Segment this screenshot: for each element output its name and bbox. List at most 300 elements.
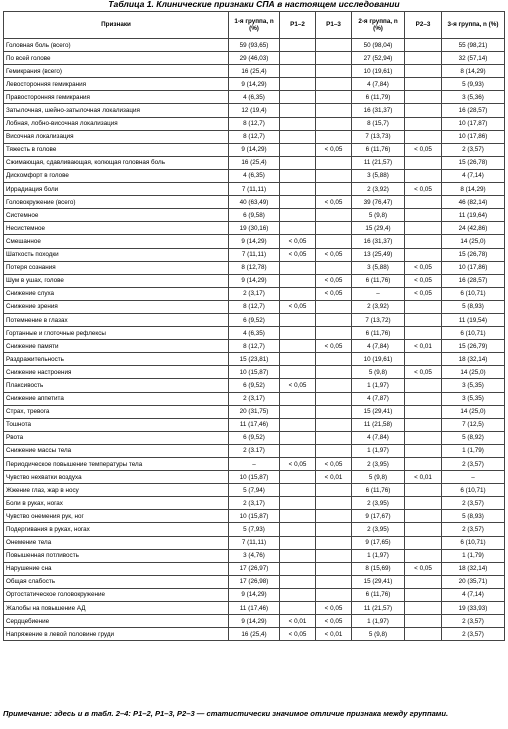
cell-group-2: 2 (3,95) bbox=[352, 497, 405, 510]
cell-group-3: 11 (19,54) bbox=[442, 313, 505, 326]
cell-p1-3 bbox=[316, 313, 352, 326]
cell-p1-2 bbox=[280, 117, 316, 130]
cell-group-3: 6 (10,71) bbox=[442, 484, 505, 497]
cell-group-1: 10 (15,87) bbox=[229, 366, 280, 379]
cell-group-3: 2 (3,57) bbox=[442, 143, 505, 156]
cell-group-1: 19 (30,16) bbox=[229, 222, 280, 235]
cell-group-1: 6 (9,52) bbox=[229, 379, 280, 392]
cell-group-1: 4 (6,35) bbox=[229, 169, 280, 182]
cell-sign: Рвота bbox=[4, 431, 229, 444]
cell-p1-2 bbox=[280, 471, 316, 484]
cell-sign: По всей голове bbox=[4, 52, 229, 65]
cell-p1-3: < 0,05 bbox=[316, 458, 352, 471]
cell-group-3: 18 (32,14) bbox=[442, 562, 505, 575]
cell-group-2: 6 (11,76) bbox=[352, 484, 405, 497]
cell-p2-3 bbox=[405, 484, 442, 497]
cell-group-3: – bbox=[442, 471, 505, 484]
cell-p1-3 bbox=[316, 91, 352, 104]
cell-p2-3 bbox=[405, 39, 442, 52]
cell-sign: Головная боль (всего) bbox=[4, 39, 229, 52]
table-row bbox=[4, 91, 505, 104]
cell-p1-2 bbox=[280, 130, 316, 143]
cell-group-2: 16 (31,37) bbox=[352, 104, 405, 117]
cell-group-2: 5 (9,8) bbox=[352, 471, 405, 484]
header-p1-3: P1–3 bbox=[316, 12, 352, 39]
cell-group-3: 5 (8,92) bbox=[442, 431, 505, 444]
cell-p2-3 bbox=[405, 78, 442, 91]
cell-group-2: 1 (1,97) bbox=[352, 444, 405, 457]
cell-p1-2 bbox=[280, 405, 316, 418]
cell-p1-2 bbox=[280, 222, 316, 235]
cell-p1-3 bbox=[316, 562, 352, 575]
table-row bbox=[4, 444, 505, 457]
header-p2-3: P2–3 bbox=[405, 12, 442, 39]
table-header-row bbox=[4, 12, 505, 39]
cell-group-2: 15 (29,41) bbox=[352, 405, 405, 418]
cell-p1-2 bbox=[280, 169, 316, 182]
cell-sign: Снижение массы тела bbox=[4, 444, 229, 457]
table-row bbox=[4, 287, 505, 300]
table-row bbox=[4, 248, 505, 261]
cell-group-2: 2 (3,95) bbox=[352, 458, 405, 471]
cell-group-1: 5 (7,93) bbox=[229, 523, 280, 536]
cell-group-1: 12 (19,4) bbox=[229, 104, 280, 117]
cell-p1-3 bbox=[316, 444, 352, 457]
cell-p1-3: < 0,01 bbox=[316, 628, 352, 641]
cell-p1-3 bbox=[316, 405, 352, 418]
cell-group-1: 17 (26,97) bbox=[229, 562, 280, 575]
cell-group-2: 3 (5,88) bbox=[352, 261, 405, 274]
cell-sign: Системное bbox=[4, 209, 229, 222]
table-row bbox=[4, 366, 505, 379]
table-row bbox=[4, 78, 505, 91]
cell-group-1: 3 (4,76) bbox=[229, 549, 280, 562]
cell-group-3: 2 (3,57) bbox=[442, 458, 505, 471]
cell-p2-3: < 0,05 bbox=[405, 274, 442, 287]
cell-p1-3 bbox=[316, 379, 352, 392]
cell-group-3: 14 (25,0) bbox=[442, 235, 505, 248]
cell-p1-2 bbox=[280, 287, 316, 300]
table-row bbox=[4, 313, 505, 326]
table-row bbox=[4, 379, 505, 392]
cell-p2-3: < 0,05 bbox=[405, 366, 442, 379]
cell-p1-2 bbox=[280, 602, 316, 615]
cell-group-2: 16 (31,37) bbox=[352, 235, 405, 248]
cell-p2-3 bbox=[405, 117, 442, 130]
cell-p1-2 bbox=[280, 575, 316, 588]
table-row bbox=[4, 562, 505, 575]
cell-p2-3 bbox=[405, 444, 442, 457]
cell-group-1: 8 (12,7) bbox=[229, 130, 280, 143]
cell-group-3: 14 (25,0) bbox=[442, 366, 505, 379]
table-row bbox=[4, 615, 505, 628]
cell-group-2: 39 (76,47) bbox=[352, 196, 405, 209]
cell-group-2: 6 (11,76) bbox=[352, 143, 405, 156]
cell-p1-2: < 0,05 bbox=[280, 248, 316, 261]
cell-p1-2 bbox=[280, 313, 316, 326]
cell-p1-3 bbox=[316, 156, 352, 169]
cell-group-2: 3 (5,88) bbox=[352, 169, 405, 182]
cell-group-2: 2 (3,95) bbox=[352, 523, 405, 536]
cell-p2-3 bbox=[405, 431, 442, 444]
table-row bbox=[4, 497, 505, 510]
table-row bbox=[4, 183, 505, 196]
cell-p2-3 bbox=[405, 209, 442, 222]
cell-group-1: 2 (3.17) bbox=[229, 444, 280, 457]
cell-sign: Жжение глаз, жар в носу bbox=[4, 484, 229, 497]
cell-group-1: 8 (12,7) bbox=[229, 300, 280, 313]
cell-group-2: 5 (9,8) bbox=[352, 209, 405, 222]
cell-p1-3 bbox=[316, 183, 352, 196]
table-row bbox=[4, 196, 505, 209]
cell-p2-3 bbox=[405, 248, 442, 261]
cell-p1-3: < 0,05 bbox=[316, 274, 352, 287]
cell-p1-3 bbox=[316, 300, 352, 313]
cell-sign: Потеря сознания bbox=[4, 261, 229, 274]
cell-sign: Смешанное bbox=[4, 235, 229, 248]
table-row bbox=[4, 235, 505, 248]
cell-p1-3 bbox=[316, 353, 352, 366]
table-row bbox=[4, 274, 505, 287]
cell-p1-2 bbox=[280, 549, 316, 562]
cell-group-1: 2 (3,17) bbox=[229, 287, 280, 300]
cell-p1-3 bbox=[316, 497, 352, 510]
cell-group-3: 1 (1,79) bbox=[442, 444, 505, 457]
cell-group-3: 46 (82,14) bbox=[442, 196, 505, 209]
cell-group-1: 9 (14,29) bbox=[229, 78, 280, 91]
cell-group-2: 11 (21,58) bbox=[352, 418, 405, 431]
cell-sign: Чувство нехватки воздуха bbox=[4, 471, 229, 484]
cell-p1-2 bbox=[280, 52, 316, 65]
table-row bbox=[4, 327, 505, 340]
cell-group-2: 5 (9,8) bbox=[352, 366, 405, 379]
cell-sign: Потемнение в глазах bbox=[4, 313, 229, 326]
cell-group-3: 10 (17,87) bbox=[442, 117, 505, 130]
cell-sign: Снижение памяти bbox=[4, 340, 229, 353]
cell-p2-3 bbox=[405, 313, 442, 326]
header-group-3: 3-я группа, n (%) bbox=[442, 12, 505, 39]
cell-p2-3 bbox=[405, 65, 442, 78]
cell-p1-3 bbox=[316, 575, 352, 588]
table-row bbox=[4, 418, 505, 431]
cell-group-3: 8 (14,29) bbox=[442, 183, 505, 196]
cell-group-2: 1 (1,97) bbox=[352, 615, 405, 628]
cell-p2-3: < 0,01 bbox=[405, 340, 442, 353]
cell-p2-3 bbox=[405, 353, 442, 366]
cell-p1-2 bbox=[280, 562, 316, 575]
cell-sign: Снижение слуха bbox=[4, 287, 229, 300]
cell-group-3: 10 (17,86) bbox=[442, 130, 505, 143]
table-row bbox=[4, 575, 505, 588]
cell-p2-3 bbox=[405, 458, 442, 471]
cell-p2-3 bbox=[405, 235, 442, 248]
cell-group-3: 5 (8,93) bbox=[442, 300, 505, 313]
table-row bbox=[4, 536, 505, 549]
header-group-1: 1-я группа, n (%) bbox=[229, 12, 280, 39]
cell-sign: Дискомфорт в голове bbox=[4, 169, 229, 182]
cell-group-1: 7 (11,11) bbox=[229, 183, 280, 196]
cell-p1-3 bbox=[316, 484, 352, 497]
cell-group-2: 13 (25,49) bbox=[352, 248, 405, 261]
cell-group-3: 15 (26,79) bbox=[442, 340, 505, 353]
cell-sign: Раздражительность bbox=[4, 353, 229, 366]
table-row bbox=[4, 169, 505, 182]
cell-group-2: 4 (7,84) bbox=[352, 431, 405, 444]
table-row bbox=[4, 156, 505, 169]
cell-sign: Правосторонняя гемикрания bbox=[4, 91, 229, 104]
cell-group-2: 1 (1,97) bbox=[352, 549, 405, 562]
cell-p1-3: < 0,05 bbox=[316, 196, 352, 209]
cell-p2-3 bbox=[405, 300, 442, 313]
cell-p2-3 bbox=[405, 156, 442, 169]
clinical-signs-table bbox=[3, 11, 505, 641]
table-row bbox=[4, 392, 505, 405]
cell-sign: Иррадиация боли bbox=[4, 183, 229, 196]
cell-p1-3: < 0,05 bbox=[316, 602, 352, 615]
cell-p2-3: < 0,01 bbox=[405, 471, 442, 484]
cell-p1-2 bbox=[280, 353, 316, 366]
table-row bbox=[4, 353, 505, 366]
cell-group-2: 8 (15,7) bbox=[352, 117, 405, 130]
cell-group-3: 2 (3,57) bbox=[442, 497, 505, 510]
cell-sign: Плаксивость bbox=[4, 379, 229, 392]
cell-p1-3 bbox=[316, 523, 352, 536]
cell-p1-3 bbox=[316, 392, 352, 405]
cell-group-1: 8 (12,78) bbox=[229, 261, 280, 274]
cell-p1-3 bbox=[316, 130, 352, 143]
cell-group-3: 8 (14,29) bbox=[442, 65, 505, 78]
table-row bbox=[4, 104, 505, 117]
cell-sign: Шум в ушах, голове bbox=[4, 274, 229, 287]
cell-group-2: 10 (19,61) bbox=[352, 65, 405, 78]
cell-p2-3 bbox=[405, 196, 442, 209]
cell-sign: Подергивания в руках, ногах bbox=[4, 523, 229, 536]
cell-sign: Левосторонняя гемикрания bbox=[4, 78, 229, 91]
cell-group-1: 7 (11,11) bbox=[229, 536, 280, 549]
cell-p2-3 bbox=[405, 405, 442, 418]
cell-group-3: 2 (3,57) bbox=[442, 615, 505, 628]
cell-p1-2 bbox=[280, 431, 316, 444]
cell-sign: Ортостатическое головокружение bbox=[4, 588, 229, 601]
cell-p1-3: < 0,05 bbox=[316, 340, 352, 353]
cell-group-1: 9 (14,29) bbox=[229, 615, 280, 628]
cell-group-3: 6 (10,71) bbox=[442, 287, 505, 300]
cell-group-3: 1 (1,79) bbox=[442, 549, 505, 562]
cell-group-1: 9 (14,29) bbox=[229, 588, 280, 601]
cell-sign: Страх, тревога bbox=[4, 405, 229, 418]
cell-p1-2 bbox=[280, 209, 316, 222]
cell-group-3: 2 (3,57) bbox=[442, 523, 505, 536]
cell-group-2: 4 (7,84) bbox=[352, 78, 405, 91]
cell-sign: Тяжесть в голове bbox=[4, 143, 229, 156]
cell-p2-3 bbox=[405, 510, 442, 523]
cell-group-3: 4 (7,14) bbox=[442, 169, 505, 182]
cell-group-1: 9 (14,29) bbox=[229, 143, 280, 156]
cell-p1-2 bbox=[280, 39, 316, 52]
cell-group-3: 19 (33,93) bbox=[442, 602, 505, 615]
table-row bbox=[4, 405, 505, 418]
cell-p1-2 bbox=[280, 274, 316, 287]
cell-group-1: 10 (15,87) bbox=[229, 471, 280, 484]
cell-p1-2 bbox=[280, 484, 316, 497]
table-body bbox=[4, 39, 505, 641]
cell-group-3: 24 (42,86) bbox=[442, 222, 505, 235]
cell-group-1: – bbox=[229, 458, 280, 471]
cell-sign: Снижение зрения bbox=[4, 300, 229, 313]
cell-p1-3 bbox=[316, 222, 352, 235]
cell-p2-3 bbox=[405, 497, 442, 510]
table-row bbox=[4, 458, 505, 471]
cell-p2-3: < 0,05 bbox=[405, 287, 442, 300]
cell-p2-3 bbox=[405, 130, 442, 143]
cell-group-3: 32 (57,14) bbox=[442, 52, 505, 65]
cell-group-1: 11 (17,46) bbox=[229, 418, 280, 431]
cell-group-1: 17 (26,98) bbox=[229, 575, 280, 588]
table-footnote: Примечание: здесь и в табл. 2–4: P1–2, P1–3, P2–3 — статистически значимое отличие признака между группами. bbox=[3, 709, 449, 718]
cell-group-1: 16 (25,4) bbox=[229, 628, 280, 641]
cell-p1-2: < 0,05 bbox=[280, 379, 316, 392]
cell-p2-3 bbox=[405, 222, 442, 235]
cell-p1-2 bbox=[280, 340, 316, 353]
cell-p1-2 bbox=[280, 91, 316, 104]
cell-group-3: 18 (32,14) bbox=[442, 353, 505, 366]
cell-group-1: 5 (7,94) bbox=[229, 484, 280, 497]
cell-sign: Гемикрания (всего) bbox=[4, 65, 229, 78]
cell-p1-2 bbox=[280, 327, 316, 340]
cell-group-1: 4 (6,35) bbox=[229, 91, 280, 104]
cell-p1-3 bbox=[316, 65, 352, 78]
table-row bbox=[4, 130, 505, 143]
cell-p1-2 bbox=[280, 143, 316, 156]
cell-sign: Сжимающая, сдавливающая, колющая головная боль bbox=[4, 156, 229, 169]
table-row bbox=[4, 340, 505, 353]
cell-group-1: 2 (3,17) bbox=[229, 497, 280, 510]
cell-group-3: 15 (26,78) bbox=[442, 156, 505, 169]
cell-sign: Жалобы на повышение АД bbox=[4, 602, 229, 615]
table-row bbox=[4, 39, 505, 52]
cell-p1-2 bbox=[280, 510, 316, 523]
cell-group-1: 11 (17,46) bbox=[229, 602, 280, 615]
cell-group-2: 9 (17,65) bbox=[352, 536, 405, 549]
cell-p1-2 bbox=[280, 261, 316, 274]
cell-group-1: 4 (6,35) bbox=[229, 327, 280, 340]
cell-p2-3 bbox=[405, 379, 442, 392]
cell-p1-2: < 0,01 bbox=[280, 615, 316, 628]
cell-p1-2: < 0,05 bbox=[280, 300, 316, 313]
cell-sign: Гортанные и глоточные рефлексы bbox=[4, 327, 229, 340]
cell-group-3: 3 (5,35) bbox=[442, 392, 505, 405]
cell-group-2: 9 (17,67) bbox=[352, 510, 405, 523]
table-row bbox=[4, 117, 505, 130]
cell-p1-2: < 0,05 bbox=[280, 628, 316, 641]
header-signs: Признаки bbox=[4, 12, 229, 39]
cell-group-2: 4 (7,84) bbox=[352, 340, 405, 353]
table-row bbox=[4, 510, 505, 523]
cell-p2-3: < 0,05 bbox=[405, 261, 442, 274]
cell-sign: Напряжение в левой половине груди bbox=[4, 628, 229, 641]
cell-p1-3: < 0,05 bbox=[316, 143, 352, 156]
cell-group-1: 6 (9,52) bbox=[229, 313, 280, 326]
table-row bbox=[4, 261, 505, 274]
cell-p1-2 bbox=[280, 497, 316, 510]
table-row bbox=[4, 431, 505, 444]
cell-group-3: 55 (98,21) bbox=[442, 39, 505, 52]
cell-sign: Боли в руках, ногах bbox=[4, 497, 229, 510]
cell-p2-3 bbox=[405, 615, 442, 628]
cell-p1-3: < 0,05 bbox=[316, 615, 352, 628]
cell-sign: Головокружение (всего) bbox=[4, 196, 229, 209]
cell-sign: Снижение настроения bbox=[4, 366, 229, 379]
table-row bbox=[4, 52, 505, 65]
cell-p1-2 bbox=[280, 65, 316, 78]
cell-group-1: 6 (9,58) bbox=[229, 209, 280, 222]
table-row bbox=[4, 628, 505, 641]
cell-group-3: 2 (3,57) bbox=[442, 628, 505, 641]
cell-sign: Тошнота bbox=[4, 418, 229, 431]
cell-p2-3: < 0,05 bbox=[405, 143, 442, 156]
cell-p1-3 bbox=[316, 327, 352, 340]
cell-group-3: 16 (28,57) bbox=[442, 104, 505, 117]
table-row bbox=[4, 602, 505, 615]
cell-group-1: 20 (31,75) bbox=[229, 405, 280, 418]
cell-group-2: 6 (11,79) bbox=[352, 91, 405, 104]
cell-sign: Нарушение сна bbox=[4, 562, 229, 575]
cell-p2-3 bbox=[405, 575, 442, 588]
cell-group-2: 2 (3,92) bbox=[352, 300, 405, 313]
cell-group-3: 5 (9,93) bbox=[442, 78, 505, 91]
cell-sign: Онемение тела bbox=[4, 536, 229, 549]
cell-p2-3 bbox=[405, 91, 442, 104]
cell-group-3: 16 (28,57) bbox=[442, 274, 505, 287]
cell-p1-2 bbox=[280, 183, 316, 196]
cell-group-2: 11 (21,57) bbox=[352, 602, 405, 615]
cell-p1-2 bbox=[280, 366, 316, 379]
cell-p1-2 bbox=[280, 523, 316, 536]
cell-group-2: 50 (98,04) bbox=[352, 39, 405, 52]
cell-p1-2 bbox=[280, 156, 316, 169]
cell-p2-3 bbox=[405, 628, 442, 641]
cell-p1-3 bbox=[316, 536, 352, 549]
cell-p1-3 bbox=[316, 549, 352, 562]
header-p1-2: P1–2 bbox=[280, 12, 316, 39]
cell-p2-3 bbox=[405, 602, 442, 615]
cell-group-2: 27 (52,94) bbox=[352, 52, 405, 65]
cell-group-1: 7 (11,11) bbox=[229, 248, 280, 261]
table-row bbox=[4, 222, 505, 235]
cell-group-2: 4 (7,87) bbox=[352, 392, 405, 405]
cell-p1-3 bbox=[316, 366, 352, 379]
cell-group-3: 10 (17,86) bbox=[442, 261, 505, 274]
cell-p1-3: < 0,05 bbox=[316, 287, 352, 300]
cell-p1-3 bbox=[316, 588, 352, 601]
cell-p2-3 bbox=[405, 104, 442, 117]
cell-p2-3 bbox=[405, 392, 442, 405]
cell-p1-2: < 0,05 bbox=[280, 458, 316, 471]
cell-p1-3 bbox=[316, 52, 352, 65]
cell-group-2: 7 (13,72) bbox=[352, 313, 405, 326]
cell-p1-3 bbox=[316, 169, 352, 182]
cell-sign: Снижение аппетита bbox=[4, 392, 229, 405]
cell-group-3: 6 (10,71) bbox=[442, 327, 505, 340]
cell-group-1: 9 (14,29) bbox=[229, 274, 280, 287]
cell-sign: Несистемное bbox=[4, 222, 229, 235]
table-row bbox=[4, 65, 505, 78]
cell-group-1: 8 (12,7) bbox=[229, 340, 280, 353]
cell-sign: Височная локализация bbox=[4, 130, 229, 143]
cell-group-2: 6 (11,76) bbox=[352, 588, 405, 601]
table-row bbox=[4, 549, 505, 562]
cell-p2-3 bbox=[405, 549, 442, 562]
